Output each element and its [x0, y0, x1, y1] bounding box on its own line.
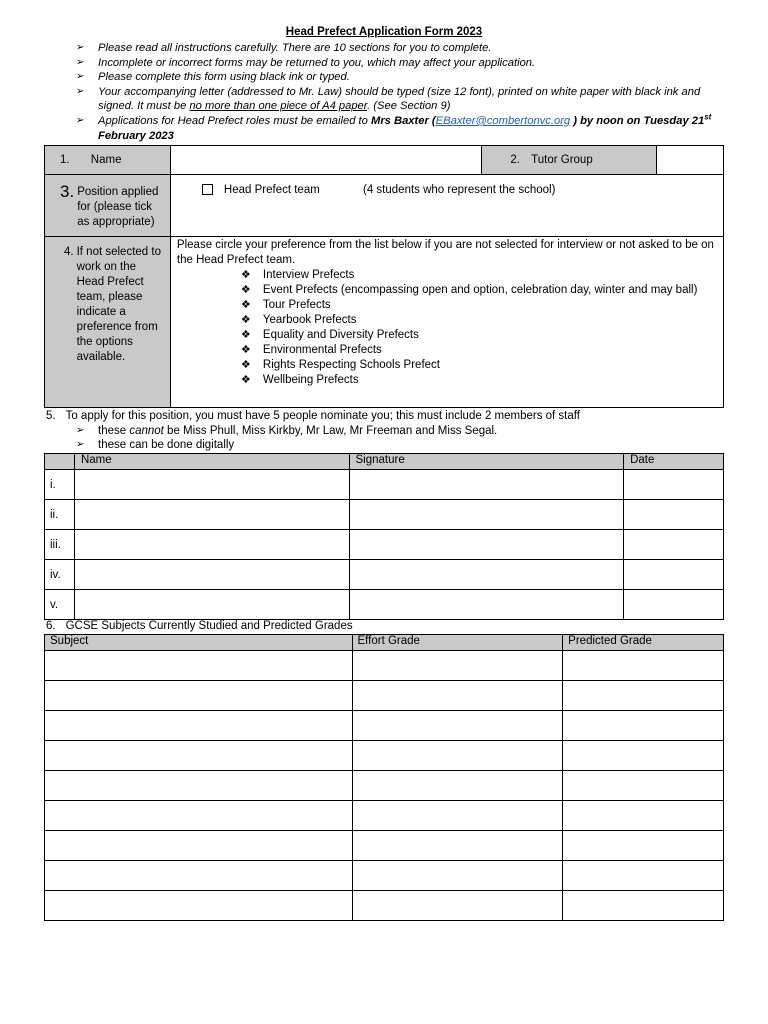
head-prefect-checkbox[interactable]	[202, 184, 213, 195]
instruction-item: ➢ Incomplete or incorrect forms may be returned to you, which may affect your application.	[76, 56, 536, 69]
arrow-bullet-icon: ➢	[76, 424, 85, 436]
instruction-item: ➢ Please read all instructions carefully. There are 10 sections for you to complete.	[76, 42, 492, 54]
preference-option[interactable]: ❖ Event Prefects (encompassing open and option, celebration day, winter and may ball)	[240, 284, 698, 296]
predicted-grade-cell[interactable]	[563, 861, 724, 891]
predicted-grade-cell[interactable]	[563, 771, 724, 801]
nominations-signature-header: Signature	[349, 454, 624, 470]
effort-grade-cell[interactable]	[352, 741, 563, 771]
arrow-bullet-icon: ➢	[76, 85, 85, 97]
diamond-bullet-icon: ❖	[240, 359, 251, 371]
instruction-item-email: ➢ Applications for Head Prefect roles must be emailed to Mrs Baxter (EBaxter@combertonvc.org ) by noon on Tuesday 21st February 2023	[76, 112, 712, 142]
subject-row	[45, 651, 724, 681]
position-label-cell: 3. Position applied for (please tick as appropriate)	[45, 175, 171, 237]
instructions-list	[76, 41, 726, 143]
diamond-bullet-icon: ❖	[240, 314, 251, 326]
applicant-details-table	[44, 145, 724, 408]
nomination-row-index: iii.	[45, 530, 75, 560]
arrow-bullet-icon: ➢	[76, 42, 85, 53]
arrow-bullet-icon: ➢	[76, 114, 85, 126]
effort-grade-cell[interactable]	[352, 891, 563, 921]
preference-option[interactable]: ❖ Environmental Prefects	[240, 344, 382, 356]
nomination-name-cell[interactable]	[74, 500, 349, 530]
nomination-signature-cell[interactable]	[349, 530, 624, 560]
subject-cell[interactable]	[45, 891, 353, 921]
nomination-row-index: ii.	[45, 500, 75, 530]
subject-row	[45, 711, 724, 741]
nominations-name-header: Name	[74, 454, 349, 470]
preference-label-cell: 4. If not selected to work on the Head Prefect team, please indicate a preference from the options available.	[45, 237, 171, 408]
section6-text: 6. GCSE Subjects Currently Studied and Predicted Grades	[46, 620, 353, 632]
subject-cell[interactable]	[45, 651, 353, 681]
preference-option[interactable]: ❖ Wellbeing Prefects	[240, 374, 359, 386]
subject-row	[45, 681, 724, 711]
subject-cell[interactable]	[45, 681, 353, 711]
name-label-cell: 1. Name	[45, 146, 171, 175]
email-link[interactable]: EBaxter@combertonvc.org	[435, 114, 571, 127]
nomination-name-cell[interactable]	[74, 560, 349, 590]
predicted-grade-header: Predicted Grade	[563, 635, 724, 651]
instruction-item: ➢ Please complete this form using black ink or typed.	[76, 71, 350, 84]
form-title: Head Prefect Application Form 2023	[285, 26, 483, 38]
diamond-bullet-icon: ❖	[240, 344, 251, 356]
nomination-name-cell[interactable]	[74, 530, 349, 560]
nomination-row	[45, 530, 724, 560]
effort-grade-cell[interactable]	[352, 831, 563, 861]
effort-grade-cell[interactable]	[352, 861, 563, 891]
subject-cell[interactable]	[45, 861, 353, 891]
preference-option[interactable]: ❖ Equality and Diversity Prefects	[240, 329, 419, 341]
nomination-name-cell[interactable]	[74, 590, 349, 620]
preference-list	[171, 268, 723, 388]
effort-grade-header: Effort Grade	[352, 635, 563, 651]
nomination-rule: ➢ these can be done digitally	[76, 439, 235, 451]
nomination-name-cell[interactable]	[74, 470, 349, 500]
effort-grade-cell[interactable]	[352, 771, 563, 801]
nomination-date-cell[interactable]	[624, 530, 724, 560]
tutor-group-input-cell[interactable]	[657, 146, 724, 175]
nomination-row	[45, 560, 724, 590]
instruction-item-letter: ➢ Your accompanying letter (addressed to Mr. Law) should be typed (size 12 font), printed on white paper with black ink and signed. It must be no more than one piece of A4 paper. (See Section 9)	[76, 85, 701, 113]
nomination-row-index: iv.	[45, 560, 75, 590]
arrow-bullet-icon: ➢	[76, 56, 85, 68]
tutor-group-label-cell: 2. Tutor Group	[482, 146, 657, 175]
arrow-bullet-icon: ➢	[76, 71, 85, 83]
nomination-signature-cell[interactable]	[349, 590, 624, 620]
effort-grade-cell[interactable]	[352, 711, 563, 741]
nomination-date-cell[interactable]	[624, 500, 724, 530]
subject-row	[45, 801, 724, 831]
diamond-bullet-icon: ❖	[240, 329, 251, 341]
preference-options-cell: Please circle your preference from the list below if you are not selected for interview or not asked to be on the Head Prefect team. ❖ Interview Prefects ❖ Event Prefects (encompassing open and option, celebration day, winter and may ball) ❖ Tour Prefects ❖ Yearbook Prefects ❖ Equality and Diversity Prefects ❖ Environmental Prefects ❖ Rights Respecting Schools Prefect ❖ Wellbeing Prefects	[170, 237, 723, 408]
diamond-bullet-icon: ❖	[240, 269, 251, 281]
subject-cell[interactable]	[45, 741, 353, 771]
nomination-row	[45, 470, 724, 500]
predicted-grade-cell[interactable]	[563, 891, 724, 921]
predicted-grade-cell[interactable]	[563, 651, 724, 681]
subject-row	[45, 891, 724, 921]
nominations-table	[44, 453, 724, 620]
effort-grade-cell[interactable]	[352, 681, 563, 711]
preference-option[interactable]: ❖ Tour Prefects	[240, 299, 331, 311]
nomination-date-cell[interactable]	[624, 590, 724, 620]
nomination-rule: ➢ these cannot be Miss Phull, Miss Kirkby, Mr Law, Mr Freeman and Miss Segal.	[76, 424, 498, 437]
position-options-cell: Head Prefect team (4 students who represent the school)	[170, 175, 723, 237]
predicted-grade-cell[interactable]	[563, 711, 724, 741]
gcse-subjects-table	[44, 634, 724, 921]
nomination-row-index: i.	[45, 470, 75, 500]
nominations-date-header: Date	[624, 454, 724, 470]
nomination-row	[45, 590, 724, 620]
subject-row	[45, 741, 724, 771]
section5-text: 5. To apply for this position, you must have 5 people nominate you; this must include 2 members of staff ➢ these cannot be Miss Phull, Miss Kirkby, Mr Law, Mr Freeman and Miss Segal. ➢ these can be done digitally	[46, 410, 580, 451]
subject-cell[interactable]	[45, 771, 353, 801]
preference-option[interactable]: ❖ Rights Respecting Schools Prefect	[240, 359, 440, 371]
subject-row	[45, 831, 724, 861]
effort-grade-cell[interactable]	[352, 801, 563, 831]
nomination-signature-cell[interactable]	[349, 470, 624, 500]
subject-row	[45, 861, 724, 891]
nomination-row-index: v.	[45, 590, 75, 620]
nomination-signature-cell[interactable]	[349, 560, 624, 590]
nomination-signature-cell[interactable]	[349, 500, 624, 530]
diamond-bullet-icon: ❖	[240, 299, 251, 311]
subject-row	[45, 771, 724, 801]
predicted-grade-cell[interactable]	[563, 681, 724, 711]
preference-option[interactable]: ❖ Interview Prefects	[240, 269, 355, 281]
nomination-date-cell[interactable]	[624, 560, 724, 590]
arrow-bullet-icon: ➢	[76, 439, 85, 450]
subject-cell[interactable]	[45, 831, 353, 861]
nomination-date-cell[interactable]	[624, 470, 724, 500]
predicted-grade-cell[interactable]	[563, 801, 724, 831]
nominations-index-header	[45, 454, 75, 470]
effort-grade-cell[interactable]	[352, 651, 563, 681]
subject-cell[interactable]	[45, 711, 353, 741]
nomination-row	[45, 500, 724, 530]
name-input-cell[interactable]	[170, 146, 481, 175]
diamond-bullet-icon: ❖	[240, 284, 251, 296]
subject-cell[interactable]	[45, 801, 353, 831]
preference-option[interactable]: ❖ Yearbook Prefects	[240, 314, 357, 326]
diamond-bullet-icon: ❖	[240, 374, 251, 386]
predicted-grade-cell[interactable]	[563, 831, 724, 861]
subject-header: Subject	[45, 635, 353, 651]
predicted-grade-cell[interactable]	[563, 741, 724, 771]
